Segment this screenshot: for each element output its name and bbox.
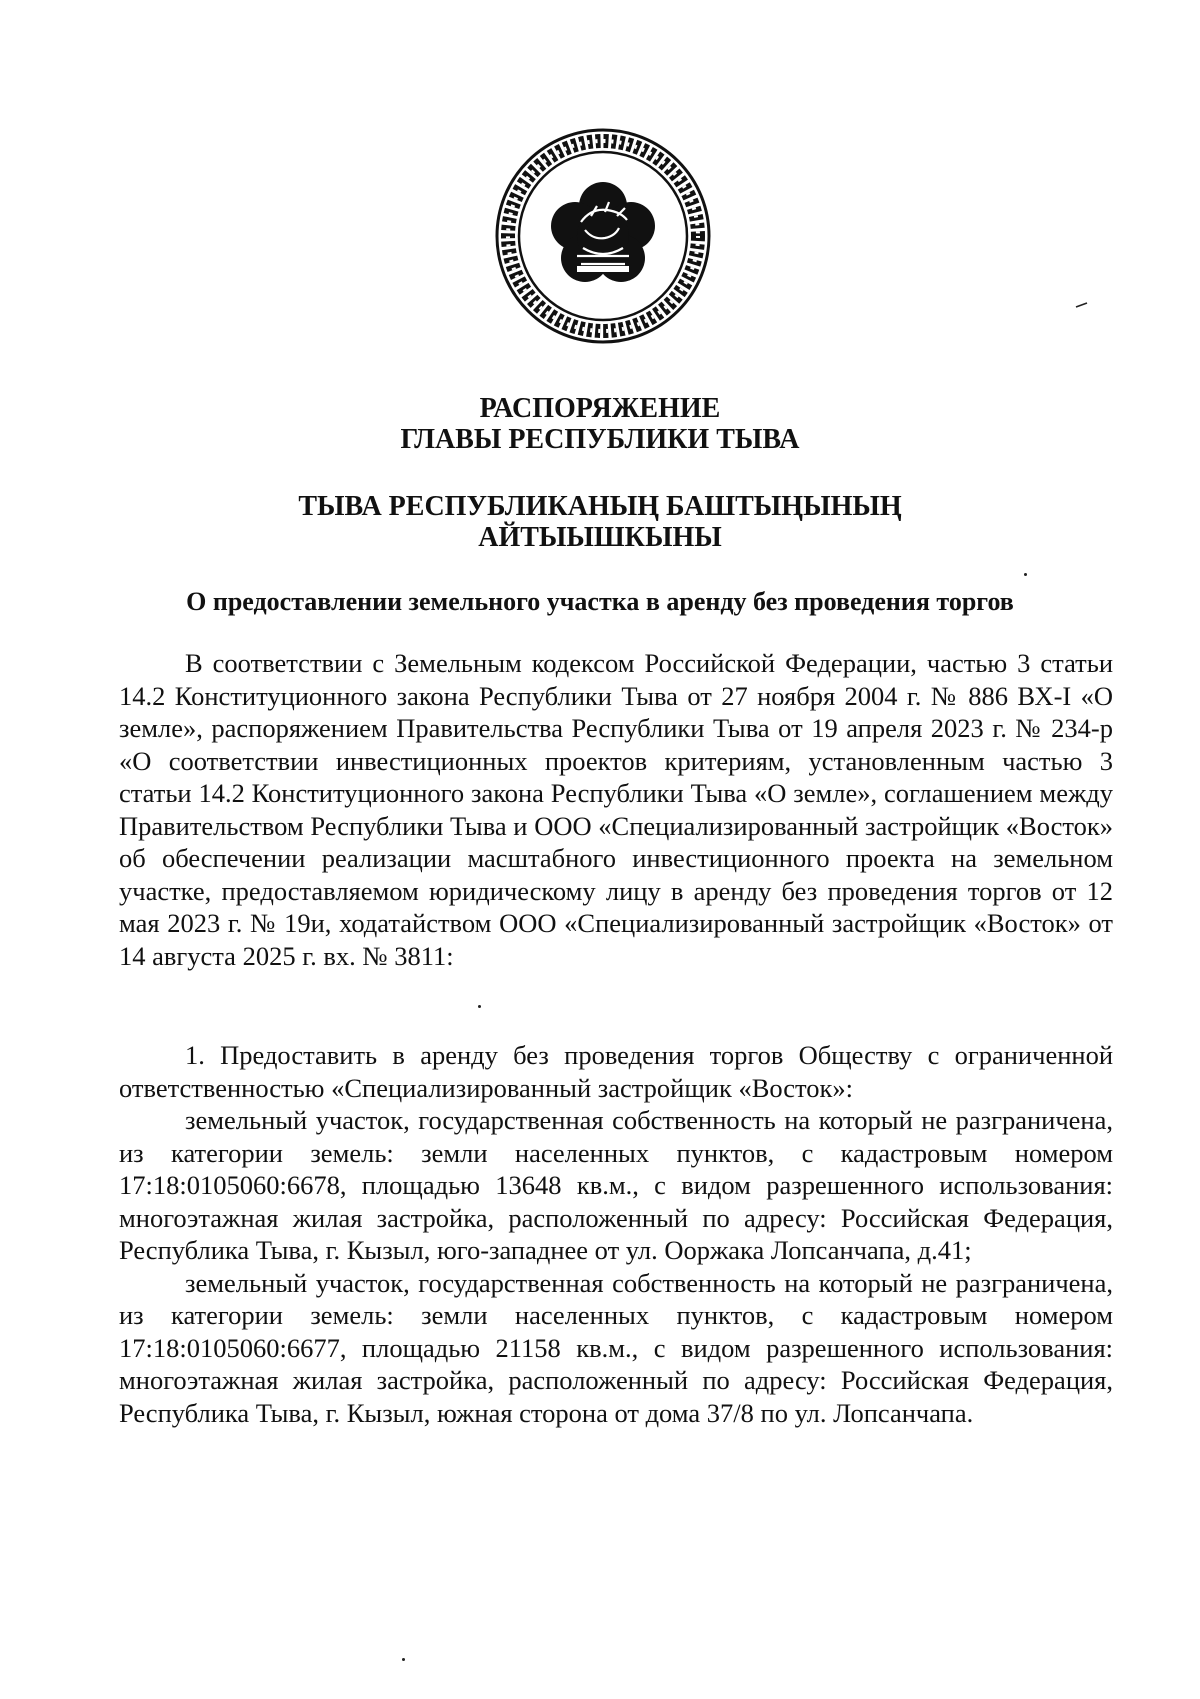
land-plot-paragraph: земельный участок, государственная собственность на который не разграничена, из категории земель: земли населенных пунктов, с кадастровым номером 17:18:0105060:6678, площадью 13648 кв.м., с видом разрешенного использования: многоэтажная жилая застройка, расположенный по адресу: Российская Федерация, Республика Тыва, г. Кызыл, юго-западнее от ул. Ооржака Лопсанчапа, д.41; (119, 1105, 1113, 1265)
title-line-2: ГЛАВЫ РЕСПУБЛИКИ ТЫВА (400, 424, 800, 455)
scan-mark (1075, 302, 1089, 308)
republic-of-tuva-coat-of-arms-icon (493, 126, 713, 346)
scan-dot (1024, 573, 1027, 576)
preamble-paragraph: В соответствии с Земельным кодексом Российской Федерации, частью 3 статьи 14.2 Конституционного закона Республики Тыва от 27 ноября 2004 г. № 886 ВХ-I «О земле», распоряжением Правительства Республики Тыва от 19 апреля 2023 г. № 234-р «О соответствии инвестиционных проектов критериям, установленным частью 3 статьи 14.2 Конституционного закона Республики Тыва «О земле», соглашением между Правительством Республики Тыва и ООО «Специализированный застройщик «Восток» об обеспечении реализации масштабного инвестиционного проекта на земельном участке, предоставляемом юридическому лицу в аренду без проведения торгов от 12 мая 2023 г. № 19и, ходатайством ООО «Специализированный застройщик «Восток» от 14 августа 2025 г. вх. № 3811: (119, 648, 1113, 971)
document-subject: О предоставлении земельного участка в аренду без проведения торгов (186, 587, 1014, 616)
scan-dot (478, 1005, 481, 1008)
document-title (0, 393, 1200, 455)
land-plot-paragraph: земельный участок, государственная собственность на который не разграничена, из категории земель: земли населенных пунктов, с кадастровым номером 17:18:0105060:6677, площадью 21158 кв.м., с видом разрешенного использования: многоэтажная жилая застройка, расположенный по адресу: Российская Федерация, Республика Тыва, г. Кызыл, южная сторона от дома 37/8 по ул. Лопсанчапа. (119, 1267, 1113, 1428)
scan-dot (402, 1658, 405, 1661)
tuvan-title (0, 491, 1200, 553)
preamble (119, 647, 1113, 972)
tuvan-title-line-2: АЙТЫЫШКЫНЫ (478, 522, 722, 553)
title-line-1: РАСПОРЯЖЕНИЕ (479, 393, 721, 424)
section-1-intro: 1. Предоставить в аренду без проведения торгов Обществу с ограниченной ответственностью «Специализированный застройщик «Восток»: (119, 1040, 1113, 1103)
section-1 (119, 1039, 1113, 1429)
tuvan-title-line-1: ТЫВА РЕСПУБЛИКАНЫҢ БАШТЫҢЫНЫҢ (298, 491, 902, 522)
